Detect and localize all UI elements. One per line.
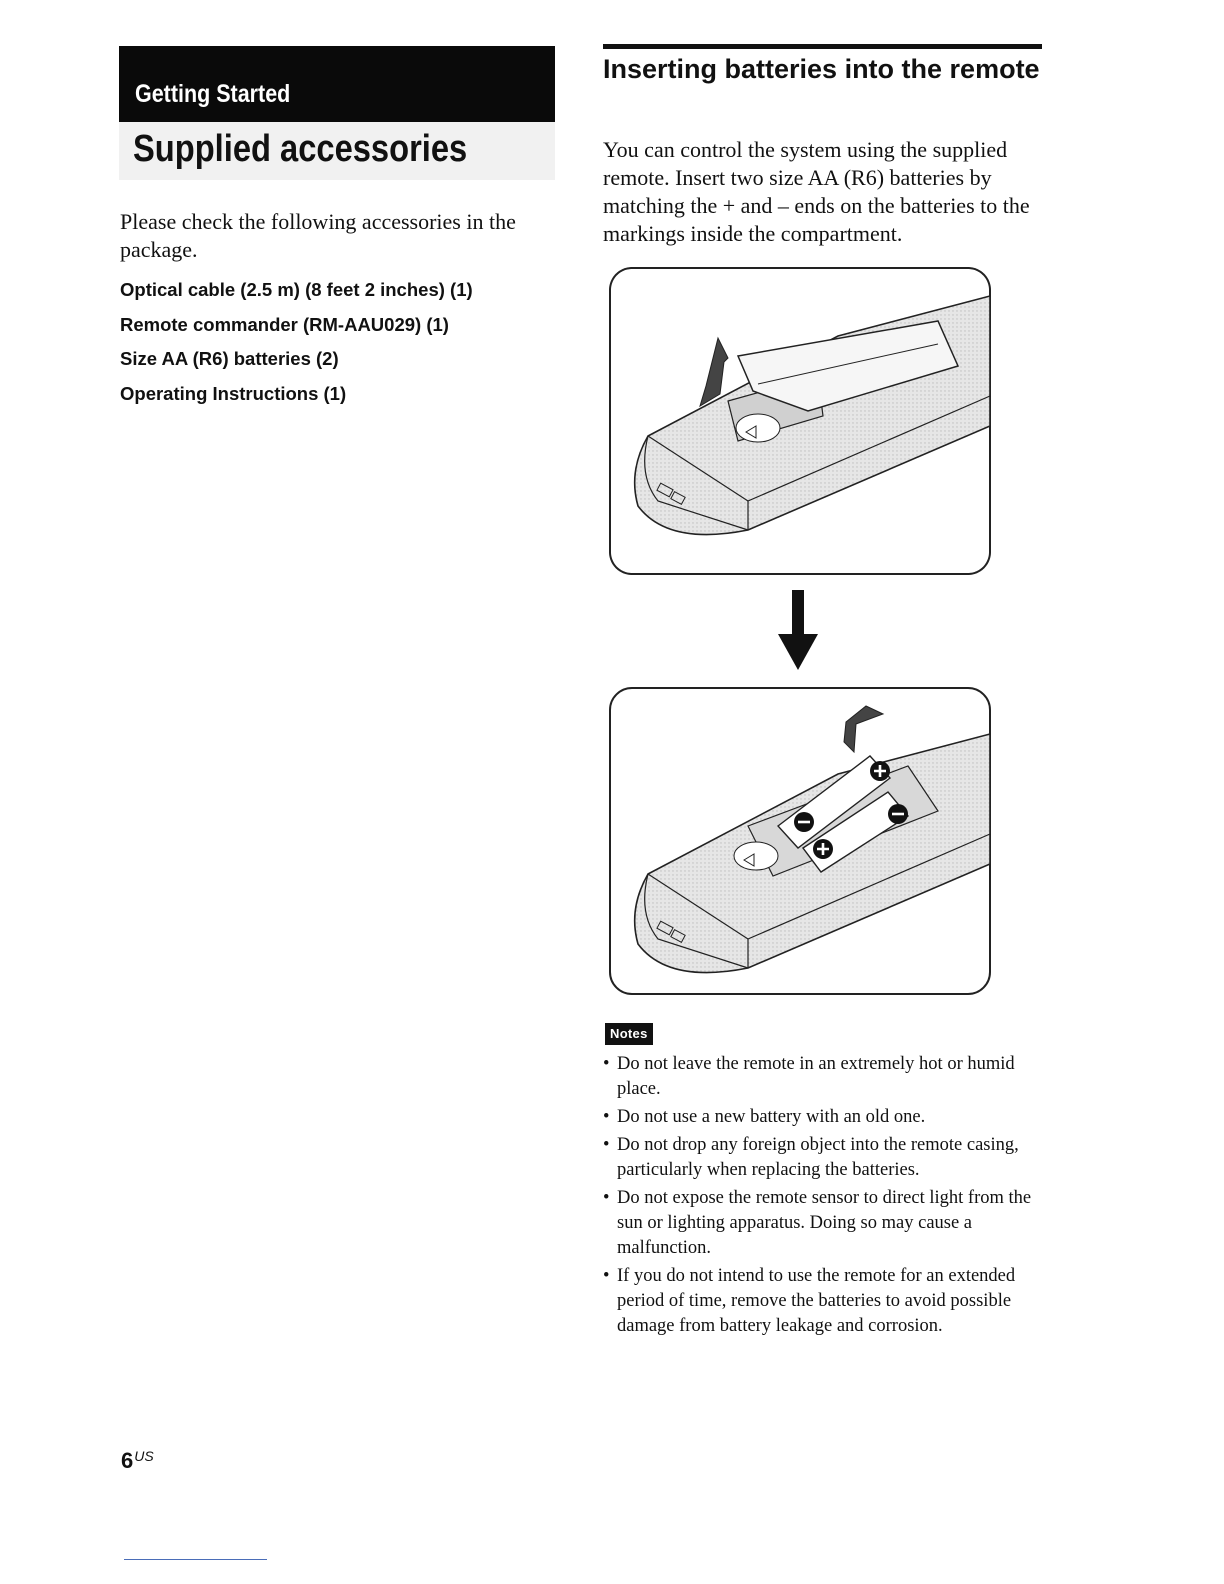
page-number-suffix: US <box>134 1448 154 1464</box>
remote-open-cover-illustration <box>608 266 994 578</box>
accessory-item: Optical cable (2.5 m) (8 feet 2 inches) (1) <box>120 279 473 300</box>
page-number <box>121 1448 154 1474</box>
note-item <box>603 1186 1043 1261</box>
note-text: Do not leave the remote in an extremely hot or humid place. <box>617 1054 1015 1099</box>
note-text: If you do not intend to use the remote for an extended period of time, remove the batteries to avoid possible damage from battery leakage and corrosion. <box>617 1266 1016 1336</box>
heading-rule <box>603 44 1042 49</box>
page-title: Supplied accessories <box>133 128 468 170</box>
bullet-icon: • <box>603 1188 610 1208</box>
notes-label: Notes <box>605 1023 653 1045</box>
note-text: Do not use a new battery with an old one. <box>617 1107 926 1127</box>
notes-list <box>603 1052 1043 1342</box>
page-number-value: 6 <box>121 1448 134 1473</box>
accessory-item: Remote commander (RM-AAU029) (1) <box>120 313 449 335</box>
note-item <box>603 1264 1043 1339</box>
note-item <box>603 1052 1043 1102</box>
bullet-icon: • <box>603 1107 610 1127</box>
bullet-icon: • <box>603 1054 610 1074</box>
intro-text: Please check the following accessories in the package. <box>120 209 516 262</box>
footer-line <box>124 1559 267 1560</box>
section-label: Getting Started <box>135 80 291 108</box>
note-text: Do not drop any foreign object into the remote casing, particularly when replacing the batteries. <box>617 1135 1019 1180</box>
section-banner <box>119 46 555 122</box>
section-heading: Inserting batteries into the remote <box>603 54 1040 84</box>
remote-insert-batteries-illustration <box>608 686 994 998</box>
instructions-text: You can control the system using the supplied remote. Insert two size AA (R6) batteries by matching the + and – ends on the batteries to the markings inside the compartment. <box>603 137 1030 246</box>
note-item <box>603 1105 1043 1130</box>
arrow-down-icon <box>774 588 822 672</box>
accessory-item: Size AA (R6) batteries (2) <box>120 348 339 369</box>
bullet-icon: • <box>603 1135 610 1155</box>
accessory-list <box>120 280 473 418</box>
title-band <box>119 122 555 180</box>
accessory-item: Operating Instructions (1) <box>120 382 347 404</box>
bullet-icon: • <box>603 1266 610 1286</box>
note-item <box>603 1133 1043 1183</box>
note-text: Do not expose the remote sensor to direct light from the sun or lighting apparatus. Doing so may cause a malfunction. <box>617 1188 1032 1258</box>
